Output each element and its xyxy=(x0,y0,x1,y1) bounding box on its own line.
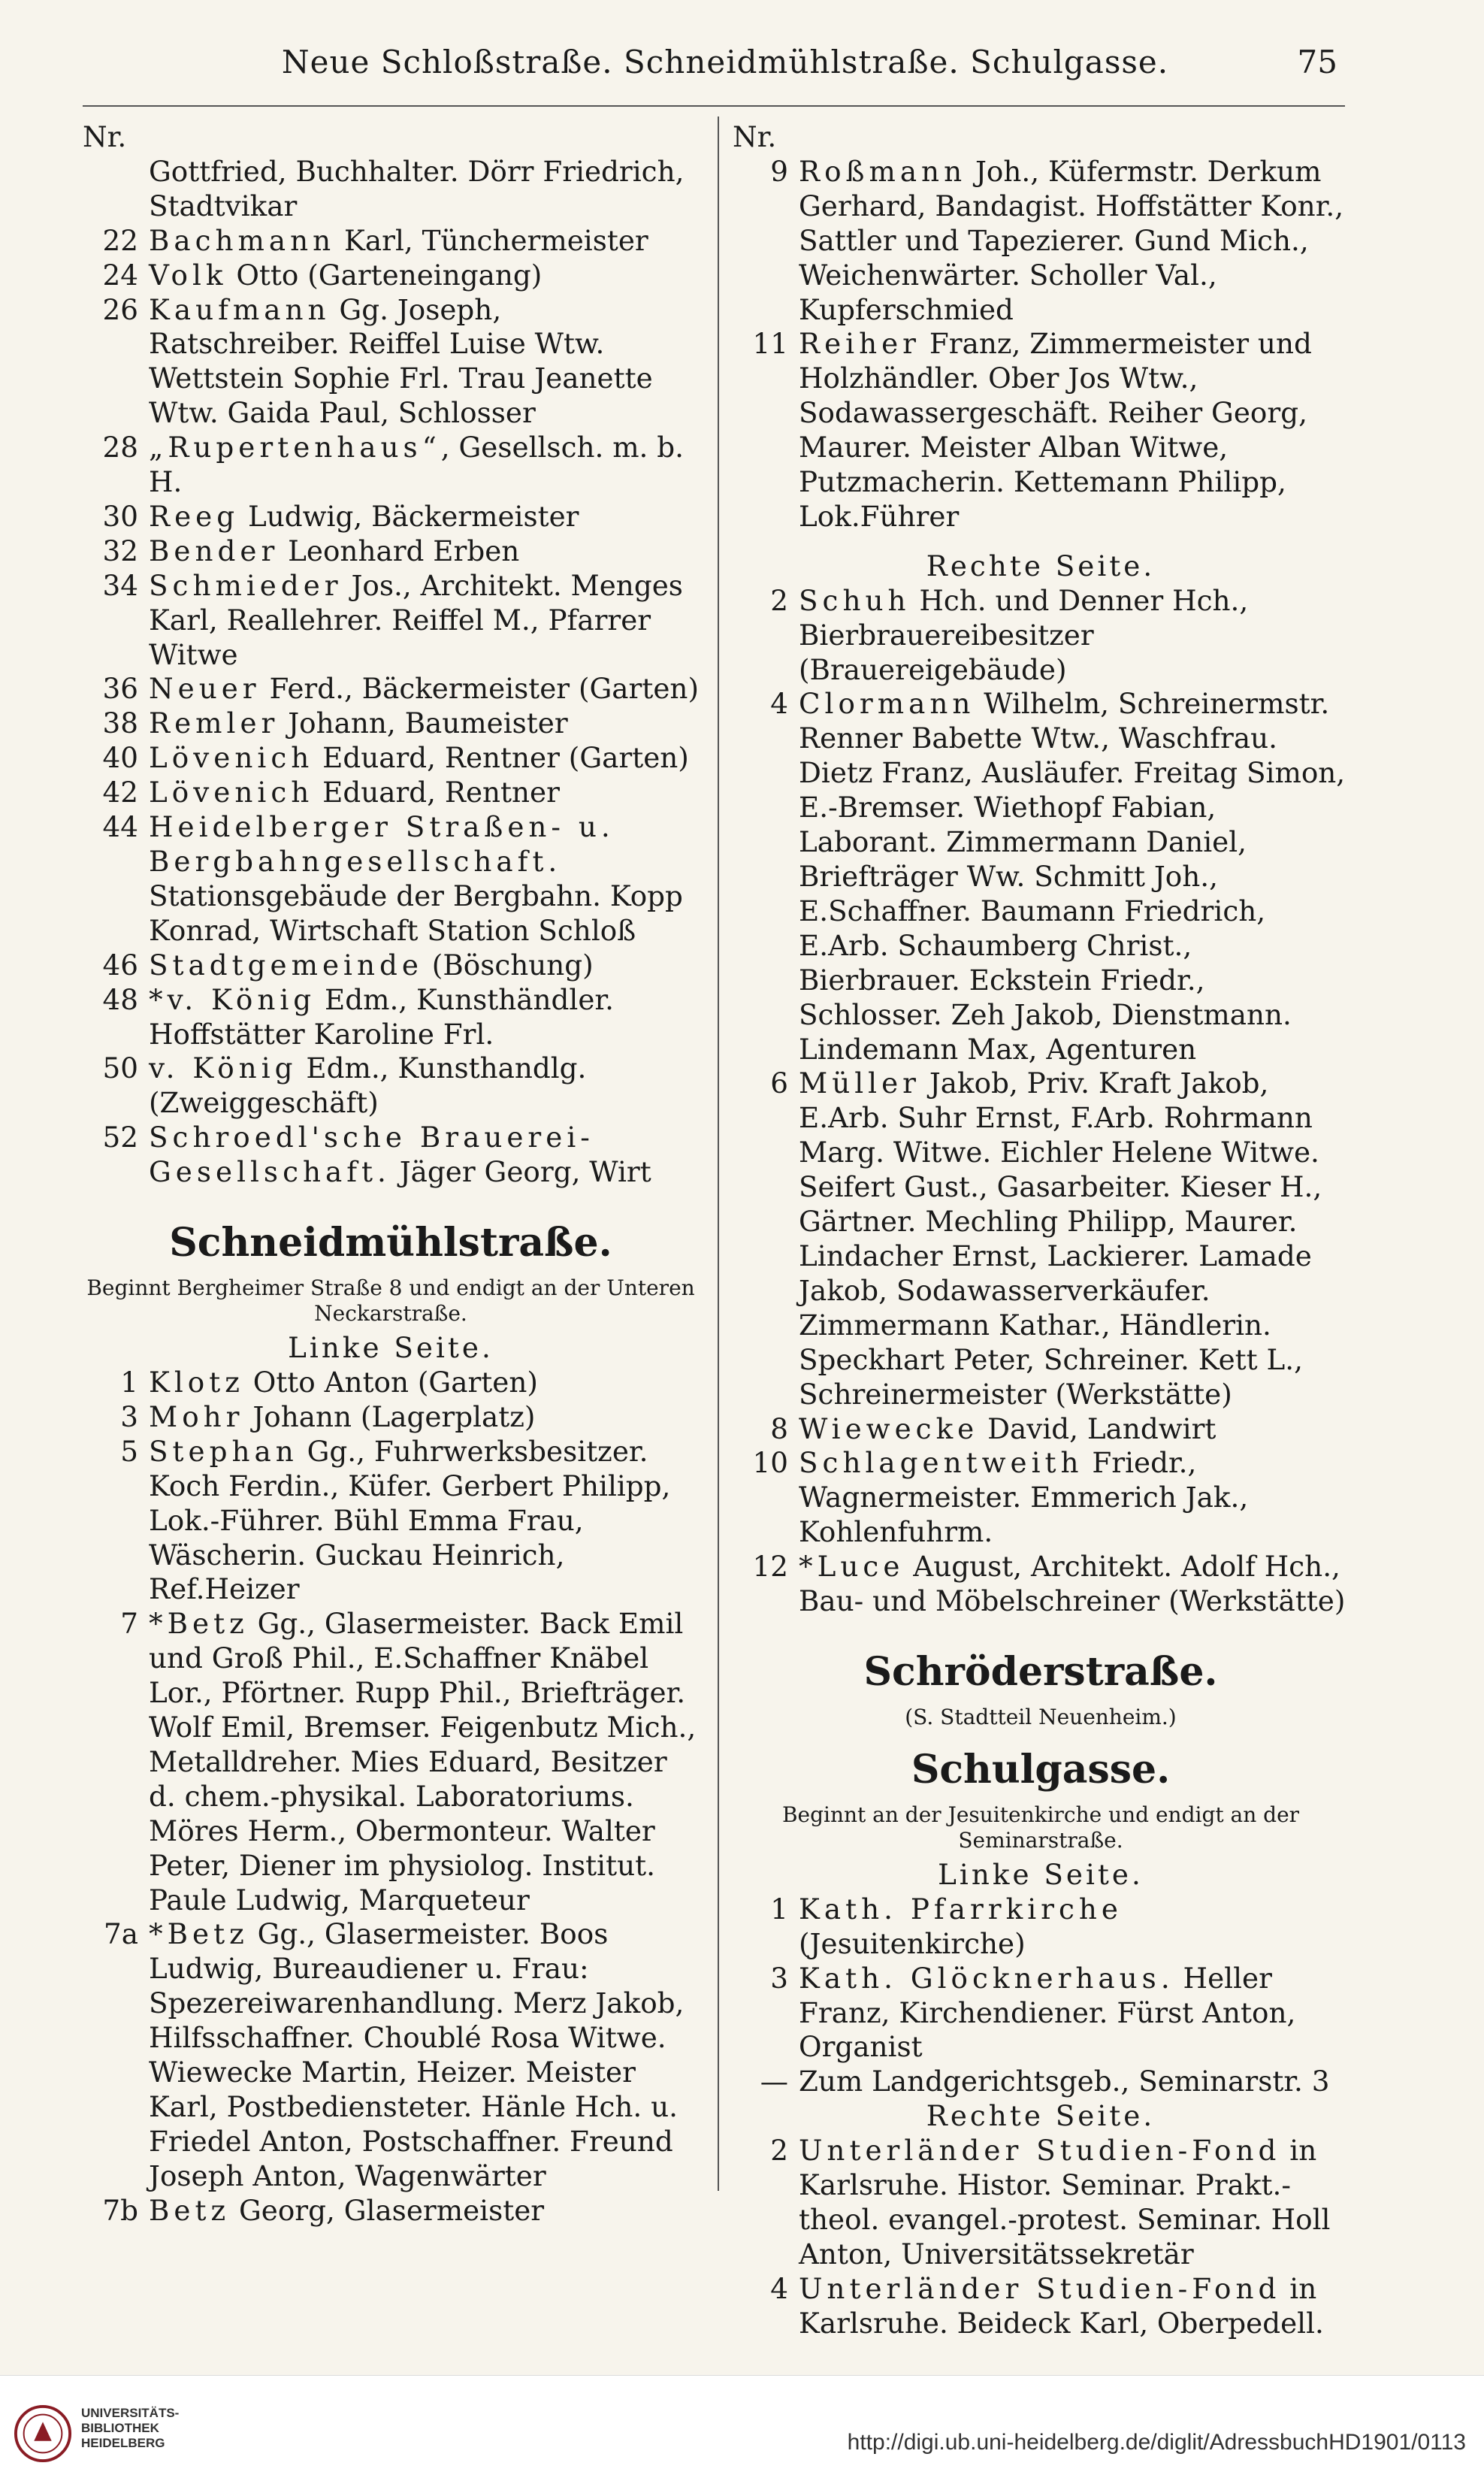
directory-entry xyxy=(733,1892,1349,1962)
owner-name: Betz xyxy=(149,2193,231,2227)
house-number: 52 xyxy=(102,1121,138,1154)
entry-text xyxy=(149,948,699,983)
house-number: 30 xyxy=(102,499,138,533)
entry-text xyxy=(149,224,699,259)
entry-text xyxy=(149,293,699,431)
entry-text xyxy=(149,431,699,500)
entry-details: Jäger Georg, Wirt xyxy=(390,1155,651,1189)
house-number: 50 xyxy=(102,1051,138,1085)
owner-name: *Betz xyxy=(149,1917,249,1951)
left-column xyxy=(83,120,699,2228)
directory-entry xyxy=(83,259,699,293)
owner-name: Schmieder xyxy=(149,568,343,602)
directory-entry xyxy=(83,983,699,1052)
side-heading: Linke Seite. xyxy=(288,1331,494,1365)
entry-text xyxy=(799,155,1349,328)
entry-details: Friedr., Wagnermeister. Emmerich Jak., Kohlenfuhrm. xyxy=(799,1446,1249,1549)
owner-name: Clormann xyxy=(799,687,975,721)
directory-entry xyxy=(83,810,699,948)
entry-text xyxy=(149,2194,699,2228)
house-number: 22 xyxy=(102,223,138,257)
entry-details: Georg, Glasermeister xyxy=(230,2193,545,2227)
house-number: 3 xyxy=(120,1399,138,1433)
entry-list xyxy=(733,584,1349,1619)
entry-text xyxy=(149,500,699,534)
entry-details: Gottfried, Buchhalter. Dörr Friedrich, Stadtvikar xyxy=(149,154,685,222)
owner-name: Roßmann xyxy=(799,154,967,188)
entry-text xyxy=(799,687,1349,1066)
library-name: UNIVERSITÄTS- BIBLIOTHEK HEIDELBERG xyxy=(81,2406,180,2450)
directory-entry xyxy=(83,224,699,259)
owner-name: Schlagentweith xyxy=(799,1446,1084,1480)
entry-text xyxy=(149,1051,699,1121)
owner-name: Stadtgemeinde xyxy=(149,948,423,982)
house-number: 6 xyxy=(770,1066,788,1100)
entry-details: Eduard, Rentner (Garten) xyxy=(313,741,689,775)
entry-text xyxy=(149,983,699,1052)
nr-label: Nr. xyxy=(733,120,777,153)
directory-entry xyxy=(83,741,699,776)
house-number: 5 xyxy=(120,1434,138,1468)
owner-name: „Rupertenhaus“ xyxy=(149,431,441,464)
entry-text xyxy=(149,1607,699,1917)
directory-entry xyxy=(83,948,699,983)
entry-details: Jakob, Priv. Kraft Jakob, E.Arb. Suhr Ernst, F.Arb. Rohrmann Marg. Witwe. Eichler Helene Witwe. Seifert Gust., Gasarbeiter. Kieser H., Gärtner. Mechling Philipp, Maurer. Lindacher Ernst, Lackierer. Lamade Jakob, Sodawasserverkäufer. Zimmermann Kathar., Händlerin. Speckhart Peter, Schreiner. Kett L., Schreinermeister (Werkstätte) xyxy=(799,1066,1322,1411)
entry-list xyxy=(733,155,1349,534)
entry-text xyxy=(799,1412,1349,1447)
owner-name: Wiewecke xyxy=(799,1411,979,1445)
owner-name: Kath. Pfarrkirche xyxy=(799,1892,1123,1926)
owner-name: Schroedl'sche Brauerei-Gesellschaft. xyxy=(149,1121,594,1189)
owner-name: Lövenich xyxy=(149,776,314,809)
entry-text xyxy=(799,1550,1349,1619)
directory-entry xyxy=(733,2134,1349,2272)
owner-name: Unterländer Studien-Fond xyxy=(799,2271,1281,2305)
entry-list xyxy=(733,2134,1349,2340)
directory-entry xyxy=(83,1607,699,1917)
house-number: 10 xyxy=(752,1446,788,1480)
entry-text xyxy=(799,584,1349,688)
entry-text xyxy=(149,810,699,948)
entry-text xyxy=(799,1892,1349,1962)
directory-entry xyxy=(733,1446,1349,1550)
owner-name: Mohr xyxy=(149,1399,244,1433)
directory-entry xyxy=(83,1051,699,1121)
entry-details: Ludwig, Bäckermeister xyxy=(239,499,579,533)
owner-name: Stephan xyxy=(149,1434,298,1468)
entry-text xyxy=(149,1400,699,1435)
entry-details: Gg., Glasermeister. Back Emil und Groß Phil., E.Schaffner Knäbel Lor., Pförtner. Rupp Phil., Briefträger. Wolf Emil, Bremser. Feigenbutz Mich., Metalldreher. Mies Eduard, Besitzer d. chem.-physikal. Laboratoriums. Möres Herm., Obermonteur. Walter Peter, Diener im physiolog. Institut. Paule Ludwig, Marqueteur xyxy=(149,1607,697,1917)
header-rule xyxy=(83,105,1345,107)
side-heading: Rechte Seite. xyxy=(926,549,1156,582)
directory-entry xyxy=(733,1962,1349,2065)
house-number: 36 xyxy=(102,672,138,706)
owner-name: Bachmann xyxy=(149,223,336,257)
directory-entry xyxy=(733,1066,1349,1411)
entry-text xyxy=(799,327,1349,534)
house-number: 42 xyxy=(102,776,138,809)
entry-details: Otto (Garteneingang) xyxy=(227,258,543,292)
house-number: 46 xyxy=(102,948,138,982)
side-heading: Linke Seite. xyxy=(938,1857,1144,1891)
directory-entry xyxy=(733,155,1349,328)
column-divider xyxy=(718,116,719,2191)
entry-text xyxy=(149,1121,699,1190)
entry-details: Stationsgebäude der Bergbahn. Kopp Konrad, Wirtschaft Station Schloß xyxy=(149,879,683,947)
entry-text xyxy=(149,534,699,569)
owner-name: Klotz xyxy=(149,1365,244,1399)
side-heading: Rechte Seite. xyxy=(926,2099,1156,2133)
entry-details: Ferd., Bäckermeister (Garten) xyxy=(260,672,700,706)
directory-entry xyxy=(733,1550,1349,1619)
source-url-link[interactable]: http://digi.ub.uni-heidelberg.de/diglit/AdressbuchHD1901/0113 xyxy=(847,2430,1466,2455)
entry-list xyxy=(733,1892,1349,2099)
entry-details: Johann, Baumeister xyxy=(279,706,568,740)
house-number xyxy=(83,155,149,224)
entry-details: Wilhelm, Schreinermstr. Renner Babette Wtw., Waschfrau. Dietz Franz, Ausläufer. Freitag Simon, E.-Bremser. Wiethopf Fabian, Laborant. Zimmermann Daniel, Briefträger Ww. Schmitt Joh., E.Schaffner. Baumann Friedrich, E.Arb. Schaumberg Christ., Bierbrauer. Eckstein Friedr., Schlosser. Zeh Jakob, Dienstmann. Lindemann Max, Agenturen xyxy=(799,687,1346,1066)
entry-text xyxy=(149,672,699,706)
entry-details: Gg., Glasermeister. Boos Ludwig, Bureaudiener u. Frau: Spezereiwarenhandlung. Merz Jakob, Hilfsschaffner. Choublé Rosa Witwe. Wiewecke Martin, Heizer. Meister Karl, Postbediensteter. Hänle Hch. u. Friedel Anton, Postschaffner. Freund Joseph Anton, Wagenwärter xyxy=(149,1917,685,2192)
directory-entry xyxy=(83,293,699,431)
owner-name: Heidelberger Straßen- u. Bergbahngesellschaft. xyxy=(149,810,615,879)
entry-details: Edm., Kunsthandlg. (Zweiggeschäft) xyxy=(149,1051,587,1120)
entry-text xyxy=(799,2272,1349,2341)
owner-name: Schuh xyxy=(799,583,911,617)
owner-name: Bender xyxy=(149,534,280,567)
entry-text xyxy=(149,1366,699,1400)
entry-text xyxy=(149,741,699,776)
directory-entry xyxy=(733,687,1349,1066)
viewer-footer xyxy=(0,2375,1484,2490)
house-number: 24 xyxy=(102,258,138,292)
directory-entry xyxy=(83,431,699,500)
entry-details: Leonhard Erben xyxy=(279,534,520,567)
house-number: 4 xyxy=(770,687,788,721)
house-number: 1 xyxy=(120,1365,138,1399)
entry-text xyxy=(149,569,699,673)
entry-text xyxy=(149,1435,699,1608)
owner-name: Volk xyxy=(149,258,228,292)
owner-name: Kath. Glöcknerhaus. xyxy=(799,1961,1174,1995)
directory-entry xyxy=(83,1366,699,1400)
entry-text xyxy=(149,706,699,741)
directory-entry xyxy=(733,2272,1349,2341)
house-number: 40 xyxy=(102,741,138,775)
house-number: 44 xyxy=(102,810,138,844)
directory-entry xyxy=(733,584,1349,688)
section-title: Schulgasse. xyxy=(911,1746,1171,1793)
house-number: 4 xyxy=(770,2271,788,2305)
house-number: 3 xyxy=(770,1961,788,1995)
directory-entry xyxy=(83,1435,699,1608)
house-number: 11 xyxy=(752,327,788,361)
directory-entry xyxy=(83,1121,699,1190)
entry-details: Edm., Kunsthändler. Hoffstätter Karoline Frl. xyxy=(149,982,614,1051)
directory-entry xyxy=(733,327,1349,534)
owner-name: Remler xyxy=(149,706,280,740)
section-description: (S. Stadtteil Neuenheim.) xyxy=(905,1704,1177,1729)
entry-text xyxy=(149,776,699,810)
house-number: 8 xyxy=(770,1411,788,1445)
entry-text xyxy=(799,1962,1349,2065)
entry-details: Karl, Tünchermeister xyxy=(335,223,648,257)
house-number: 34 xyxy=(102,568,138,602)
entry-details: Franz, Zimmermeister und Holzhändler. Ober Jos Wtw., Sodawassergeschäft. Reiher Georg, Maurer. Meister Alban Witwe, Putzmacherin. Kettemann Philipp, Lok.Führer xyxy=(799,327,1312,533)
section-title: Schneidmühlstraße. xyxy=(169,1220,612,1266)
owner-name: *Luce xyxy=(799,1550,905,1584)
directory-entry xyxy=(83,1400,699,1435)
entry-details: Zum Landgerichtsgeb., Seminarstr. 3 xyxy=(799,2065,1330,2098)
entry-text xyxy=(799,2134,1349,2272)
directory-entry xyxy=(83,155,699,224)
directory-entry xyxy=(83,500,699,534)
directory-entry xyxy=(83,706,699,741)
entry-details: Gg. Joseph, Ratschreiber. Reiffel Luise Wtw. Wettstein Sophie Frl. Trau Jeanette Wtw. Gaida Paul, Schlosser xyxy=(149,292,653,430)
house-number: 7b xyxy=(102,2193,138,2227)
entry-list xyxy=(83,155,699,1190)
page-number: 75 xyxy=(1297,44,1337,80)
entry-details: Otto Anton (Garten) xyxy=(243,1365,538,1399)
house-number: — xyxy=(760,2065,788,2098)
entry-details: David, Landwirt xyxy=(978,1411,1217,1445)
library-seal-icon xyxy=(14,2404,72,2463)
entry-text xyxy=(799,1446,1349,1550)
directory-entry xyxy=(83,672,699,706)
entry-details: August, Architekt. Adolf Hch., Bau- und Möbelschreiner (Werkstätte) xyxy=(799,1550,1346,1618)
entry-details: Heller Franz, Kirchendiener. Fürst Anton, Organist xyxy=(799,1961,1296,2064)
house-number: 48 xyxy=(102,982,138,1016)
house-number: 32 xyxy=(102,534,138,567)
house-number: 7a xyxy=(104,1917,138,1951)
entry-text xyxy=(149,259,699,293)
owner-name: *Betz xyxy=(149,1607,249,1641)
house-number: 1 xyxy=(770,1892,788,1926)
directory-entry xyxy=(733,1412,1349,1447)
directory-entry xyxy=(83,534,699,569)
section-description: Beginnt an der Jesuitenkirche und endigt an der Seminarstraße. xyxy=(781,1802,1300,1853)
entry-details: (Böschung) xyxy=(422,948,594,982)
entry-details: Jos., Architekt. Menges Karl, Reallehrer. Reiffel M., Pfarrer Witwe xyxy=(149,568,683,671)
house-number: 26 xyxy=(102,292,138,326)
entry-details: in Karlsruhe. Histor. Seminar. Prakt.-theol. evangel.-protest. Seminar. Holl Anton, Universitätssekretär xyxy=(799,2134,1331,2271)
section-title: Schröderstraße. xyxy=(863,1648,1218,1695)
entry-text xyxy=(799,1066,1349,1411)
directory-entry xyxy=(83,776,699,810)
house-number: 12 xyxy=(752,1550,788,1584)
owner-name: Neuer xyxy=(149,672,261,706)
entry-text xyxy=(149,155,699,224)
owner-name: Unterländer Studien-Fond xyxy=(799,2134,1281,2168)
owner-name: Lövenich xyxy=(149,741,314,775)
owner-name: Reiher xyxy=(799,327,921,361)
entry-list xyxy=(83,1366,699,2228)
directory-entry xyxy=(83,1917,699,2193)
owner-name: Müller xyxy=(799,1066,920,1100)
owner-name: v. König xyxy=(149,1051,298,1085)
entry-details: Hch. und Denner Hch., Bierbrauereibesitzer (Brauereigebäude) xyxy=(799,583,1249,686)
entry-details: , Gesellsch. m. b. H. xyxy=(149,431,684,499)
entry-details: Joh., Küfermstr. Derkum Gerhard, Bandagist. Hoffstätter Konr., Sattler und Tapezierer. Gund Mich., Weichenwärter. Scholler Val., Kupferschmied xyxy=(799,154,1344,326)
owner-name: Kaufmann xyxy=(149,292,331,326)
house-number: 2 xyxy=(770,583,788,617)
entry-text xyxy=(149,1917,699,2193)
nr-label: Nr. xyxy=(83,120,127,153)
directory-entry xyxy=(733,2065,1349,2099)
entry-details: Johann (Lagerplatz) xyxy=(243,1399,536,1433)
house-number: 38 xyxy=(102,706,138,740)
house-number: 9 xyxy=(770,154,788,188)
owner-name: *v. König xyxy=(149,982,316,1016)
entry-text xyxy=(799,2065,1349,2099)
right-column xyxy=(733,120,1349,2341)
page-title: Neue Schloßstraße. Schneidmühlstraße. Schulgasse. xyxy=(281,44,1169,80)
directory-entry xyxy=(83,569,699,673)
entry-details: (Jesuitenkirche) xyxy=(799,1926,1026,1960)
entry-details: in Karlsruhe. Beideck Karl, Oberpedell. xyxy=(799,2271,1324,2340)
entry-details: Gg., Fuhrwerksbesitzer. Koch Ferdin., Küfer. Gerbert Philipp, Lok.-Führer. Bühl Emma Frau, Wäscherin. Guckau Heinrich, Ref.Heizer xyxy=(149,1434,671,1606)
owner-name: Reeg xyxy=(149,499,240,533)
house-number: 2 xyxy=(770,2134,788,2168)
house-number: 28 xyxy=(102,431,138,464)
section-description: Beginnt Bergheimer Straße 8 und endigt an der Unteren Neckarstraße. xyxy=(86,1275,695,1327)
entry-details: Eduard, Rentner xyxy=(313,776,560,809)
page-header xyxy=(113,38,1337,90)
house-number: 7 xyxy=(120,1607,138,1641)
directory-entry xyxy=(83,2194,699,2228)
